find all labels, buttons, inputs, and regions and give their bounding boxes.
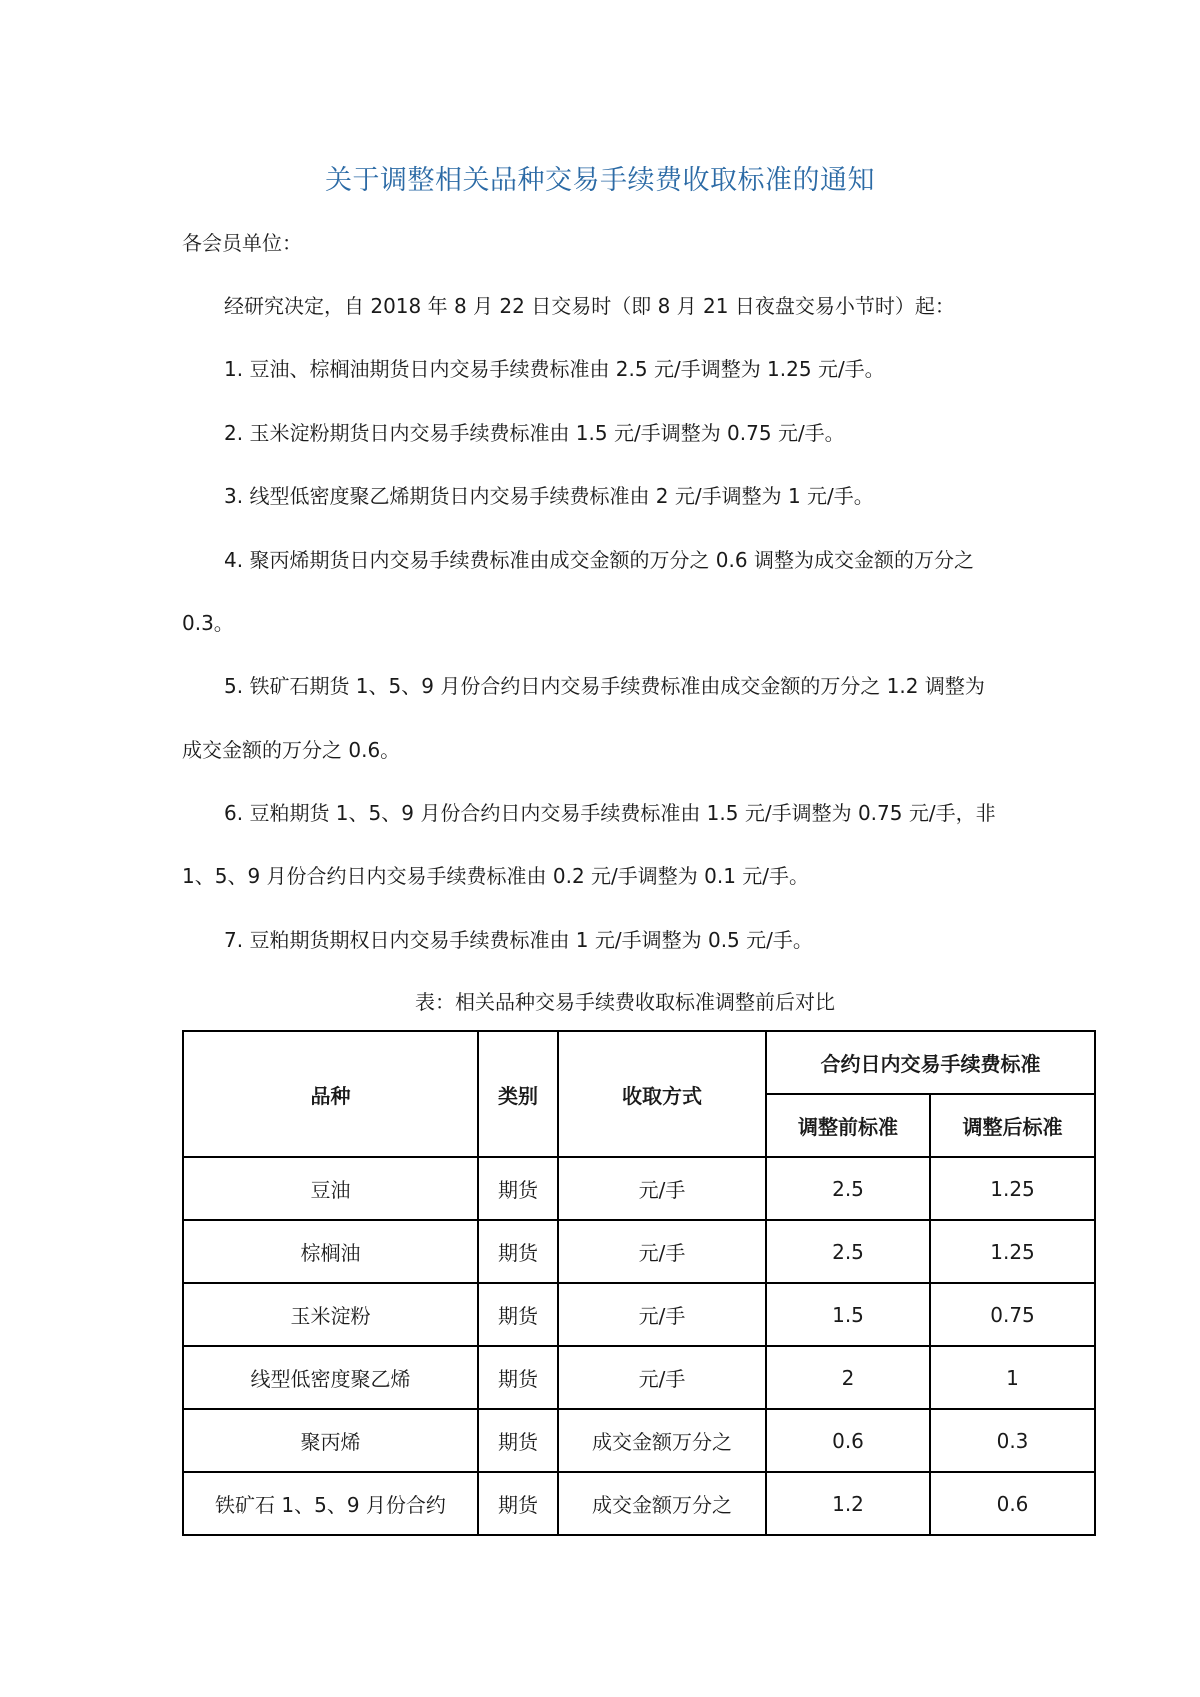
cell-variety: 豆油: [183, 1157, 478, 1220]
table-row: [183, 1409, 1095, 1472]
cell-before: 2.5: [766, 1220, 930, 1283]
table-row: [183, 1220, 1095, 1283]
cell-variety: 棕榈油: [183, 1220, 478, 1283]
intro-paragraph: 经研究决定，自 2018 年 8 月 22 日交易时（即 8 月 21 日夜盘交易小节时）起：: [224, 294, 955, 318]
cell-before: 2.5: [766, 1157, 930, 1220]
cell-before: 0.6: [766, 1409, 930, 1472]
item-4-line-2: 0.3。: [182, 611, 234, 635]
fee-comparison-table: [182, 1030, 1096, 1536]
table-caption: 表：相关品种交易手续费收取标准调整前后对比: [415, 990, 835, 1014]
salutation: 各会员单位：: [182, 231, 302, 255]
table-row: [183, 1346, 1095, 1409]
header-variety: 品种: [183, 1031, 478, 1157]
cell-method: 元/手: [558, 1157, 766, 1220]
item-2: 2. 玉米淀粉期货日内交易手续费标准由 1.5 元/手调整为 0.75 元/手。: [224, 421, 845, 445]
item-4-line-1: 4. 聚丙烯期货日内交易手续费标准由成交金额的万分之 0.6 调整为成交金额的万分之: [224, 548, 974, 572]
table-header-row: [183, 1031, 1095, 1094]
cell-method: 成交金额万分之: [558, 1409, 766, 1472]
cell-variety: 玉米淀粉: [183, 1283, 478, 1346]
cell-after: 1: [930, 1346, 1095, 1409]
cell-method: 元/手: [558, 1346, 766, 1409]
cell-after: 1.25: [930, 1220, 1095, 1283]
cell-category: 期货: [478, 1346, 558, 1409]
cell-category: 期货: [478, 1283, 558, 1346]
item-5-line-1: 5. 铁矿石期货 1、5、9 月份合约日内交易手续费标准由成交金额的万分之 1.2 调整为: [224, 674, 985, 698]
header-method: 收取方式: [558, 1031, 766, 1157]
header-before: 调整前标准: [766, 1094, 930, 1157]
table-row: [183, 1157, 1095, 1220]
cell-after: 0.3: [930, 1409, 1095, 1472]
cell-variety: 聚丙烯: [183, 1409, 478, 1472]
cell-method: 元/手: [558, 1220, 766, 1283]
header-category: 类别: [478, 1031, 558, 1157]
item-6-line-2: 1、5、9 月份合约日内交易手续费标准由 0.2 元/手调整为 0.1 元/手。: [182, 864, 810, 888]
cell-before: 1.2: [766, 1472, 930, 1535]
cell-variety: 线型低密度聚乙烯: [183, 1346, 478, 1409]
item-1: 1. 豆油、棕榈油期货日内交易手续费标准由 2.5 元/手调整为 1.25 元/手。: [224, 357, 885, 381]
cell-after: 1.25: [930, 1157, 1095, 1220]
item-3: 3. 线型低密度聚乙烯期货日内交易手续费标准由 2 元/手调整为 1 元/手。: [224, 484, 874, 508]
table-row: [183, 1472, 1095, 1535]
item-7: 7. 豆粕期货期权日内交易手续费标准由 1 元/手调整为 0.5 元/手。: [224, 928, 813, 952]
cell-variety: 铁矿石 1、5、9 月份合约: [183, 1472, 478, 1535]
cell-after: 0.6: [930, 1472, 1095, 1535]
cell-method: 元/手: [558, 1283, 766, 1346]
cell-before: 2: [766, 1346, 930, 1409]
table-row: [183, 1283, 1095, 1346]
cell-category: 期货: [478, 1220, 558, 1283]
cell-after: 0.75: [930, 1283, 1095, 1346]
header-fee-standard-group: 合约日内交易手续费标准: [766, 1031, 1095, 1094]
item-5-line-2: 成交金额的万分之 0.6。: [182, 738, 401, 762]
cell-before: 1.5: [766, 1283, 930, 1346]
cell-method: 成交金额万分之: [558, 1472, 766, 1535]
cell-category: 期货: [478, 1472, 558, 1535]
cell-category: 期货: [478, 1157, 558, 1220]
item-6-line-1: 6. 豆粕期货 1、5、9 月份合约日内交易手续费标准由 1.5 元/手调整为 0.75 元/手，非: [224, 801, 996, 825]
document-title: 关于调整相关品种交易手续费收取标准的通知: [325, 165, 875, 196]
cell-category: 期货: [478, 1409, 558, 1472]
header-after: 调整后标准: [930, 1094, 1095, 1157]
